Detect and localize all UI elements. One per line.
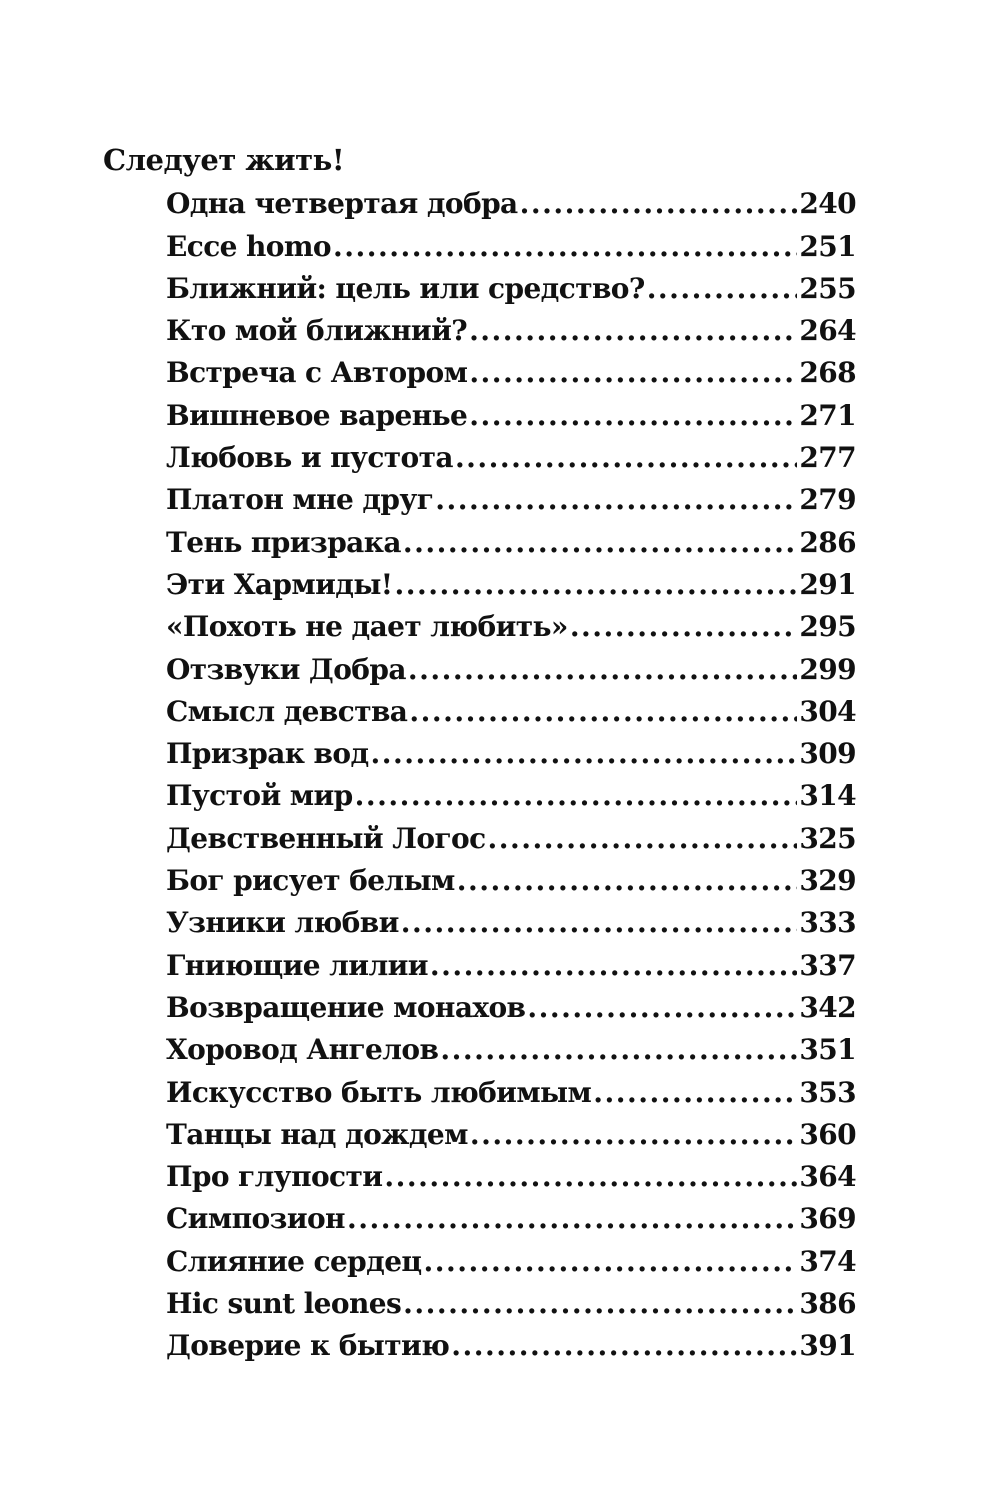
dot-leader <box>401 906 798 939</box>
toc-entry <box>166 347 856 389</box>
toc-entry-page-number: 353 <box>799 1075 856 1109</box>
toc-entry-title: Бог рисует белым <box>166 864 455 898</box>
toc-entry-page-number: 333 <box>799 906 856 940</box>
dot-leader <box>470 1118 798 1151</box>
toc-entry-page-number: 264 <box>799 314 856 348</box>
toc-entry-page-number: 251 <box>799 229 856 263</box>
toc-entry <box>166 1193 856 1235</box>
toc-entry-page-number: 268 <box>799 356 856 390</box>
dot-leader <box>570 610 798 643</box>
toc-entry-page-number: 309 <box>799 737 856 771</box>
dot-leader <box>451 1329 797 1362</box>
dot-leader <box>409 695 797 728</box>
toc-entry-title: Искусство быть любимым <box>166 1075 592 1109</box>
toc-entry <box>166 643 856 685</box>
toc-entry-page-number: 314 <box>799 779 856 813</box>
table-of-contents <box>166 178 856 1362</box>
toc-entry <box>166 432 856 474</box>
dot-leader <box>395 568 798 601</box>
dot-leader <box>469 314 797 347</box>
toc-entry <box>166 178 856 220</box>
toc-entry-title: Пустой мир <box>166 779 353 813</box>
toc-entry-title: Отзвуки Добра <box>166 652 406 686</box>
dot-leader <box>593 1076 797 1109</box>
toc-entry-title: Вишневое варенье <box>166 398 468 432</box>
toc-entry-title: Платон мне друг <box>166 483 434 517</box>
toc-entry <box>166 1066 856 1108</box>
toc-entry-page-number: 286 <box>799 525 856 559</box>
toc-entry <box>166 263 856 305</box>
toc-entry-title: Смысл девства <box>166 694 408 728</box>
toc-entry <box>166 601 856 643</box>
toc-entry-title: Hic sunt leones <box>166 1287 402 1321</box>
toc-entry <box>166 812 856 854</box>
section-title: Следует жить! <box>103 143 345 177</box>
toc-entry-title: Призрак вод <box>166 737 369 771</box>
dot-leader <box>408 653 797 686</box>
toc-entry <box>166 1320 856 1362</box>
toc-entry-title: Одна четвертая добра <box>166 187 518 221</box>
dot-leader <box>488 822 798 855</box>
toc-entry-title: Эти Хармиды! <box>166 567 393 601</box>
toc-entry-page-number: 291 <box>799 567 856 601</box>
dot-leader <box>440 1033 797 1066</box>
toc-entry-page-number: 277 <box>799 441 856 475</box>
dot-leader <box>457 864 798 897</box>
toc-entry <box>166 770 856 812</box>
toc-entry-title: Про глупости <box>166 1160 383 1194</box>
toc-entry-title: Танцы над дождем <box>166 1117 468 1151</box>
dot-leader <box>333 230 797 263</box>
toc-entry-title: Девственный Логос <box>166 821 486 855</box>
dot-leader <box>435 483 797 516</box>
toc-entry <box>166 1024 856 1066</box>
toc-entry-page-number: 329 <box>799 864 856 898</box>
toc-entry <box>166 1151 856 1193</box>
toc-entry-page-number: 342 <box>799 990 856 1024</box>
toc-entry-page-number: 369 <box>799 1202 856 1236</box>
toc-entry-title: Узники любви <box>166 906 399 940</box>
toc-entry <box>166 516 856 558</box>
toc-entry <box>166 1278 856 1320</box>
dot-leader <box>371 737 798 770</box>
dot-leader <box>424 1245 798 1278</box>
dot-leader <box>527 991 797 1024</box>
dot-leader <box>384 1160 797 1193</box>
dot-leader <box>347 1202 797 1235</box>
toc-entry-page-number: 279 <box>799 483 856 517</box>
toc-entry-title: Кто мой ближний? <box>166 314 468 348</box>
toc-entry <box>166 897 856 939</box>
toc-entry <box>166 855 856 897</box>
dot-leader <box>469 399 797 432</box>
toc-entry <box>166 220 856 262</box>
toc-entry-page-number: 295 <box>799 610 856 644</box>
toc-entry-page-number: 351 <box>799 1033 856 1067</box>
toc-entry-page-number: 271 <box>799 398 856 432</box>
toc-entry <box>166 982 856 1024</box>
toc-entry-page-number: 360 <box>799 1117 856 1151</box>
toc-entry <box>166 1235 856 1277</box>
toc-entry-page-number: 364 <box>799 1160 856 1194</box>
toc-entry-title: Возвращение монахов <box>166 990 526 1024</box>
toc-entry-title: Симпозион <box>166 1202 345 1236</box>
toc-entry-title: Доверие к бытию <box>166 1329 450 1363</box>
toc-entry <box>166 728 856 770</box>
toc-entry <box>166 559 856 601</box>
toc-entry-page-number: 391 <box>799 1329 856 1363</box>
toc-entry-title: Гниющие лилии <box>166 948 428 982</box>
toc-entry <box>166 686 856 728</box>
toc-entry <box>166 939 856 981</box>
toc-entry-page-number: 304 <box>799 694 856 728</box>
toc-entry-page-number: 386 <box>799 1287 856 1321</box>
toc-entry-title: Слияние сердец <box>166 1244 422 1278</box>
toc-entry-title: Ecce homo <box>166 229 331 263</box>
dot-leader <box>469 356 797 389</box>
toc-entry-title: «Похоть не дает любить» <box>166 610 568 644</box>
toc-entry-title: Любовь и пустота <box>166 441 453 475</box>
toc-entry <box>166 305 856 347</box>
toc-entry-title: Ближний: цель или средство? <box>166 271 645 305</box>
toc-entry-title: Встреча с Автором <box>166 356 468 390</box>
dot-leader <box>403 526 797 559</box>
toc-entry <box>166 1109 856 1151</box>
toc-entry-page-number: 299 <box>799 652 856 686</box>
dot-leader <box>647 272 798 305</box>
dot-leader <box>430 949 797 982</box>
toc-entry-page-number: 325 <box>799 821 856 855</box>
toc-entry-page-number: 240 <box>799 187 856 221</box>
toc-entry <box>166 389 856 431</box>
toc-entry-page-number: 337 <box>799 948 856 982</box>
toc-entry-title: Тень призрака <box>166 525 401 559</box>
toc-entry-page-number: 374 <box>799 1244 856 1278</box>
toc-entry <box>166 474 856 516</box>
toc-entry-title: Хоровод Ангелов <box>166 1033 439 1067</box>
toc-entry-page-number: 255 <box>799 271 856 305</box>
dot-leader <box>520 187 798 220</box>
dot-leader <box>403 1287 797 1320</box>
dot-leader <box>355 779 798 812</box>
dot-leader <box>455 441 797 474</box>
